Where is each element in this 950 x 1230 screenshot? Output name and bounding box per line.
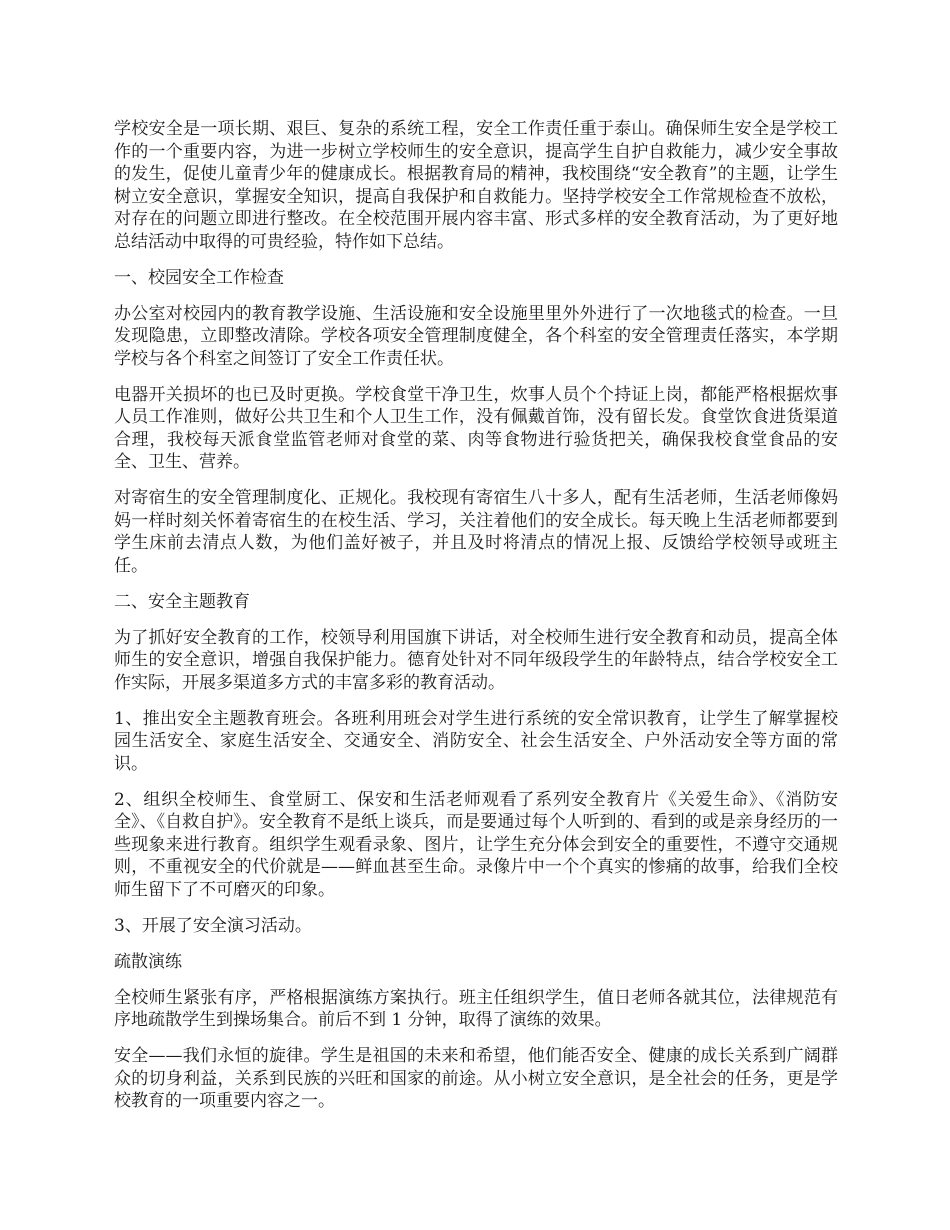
body-paragraph: 全校师生紧张有序，严格根据演练方案执行。班主任组织学生，值日老师各就其位，法律规范有序地疏散学生到操场集合。前后不到 1 分钟，取得了演练的效果。 xyxy=(114,987,838,1030)
intro-paragraph: 学校安全是一项长期、艰巨、复杂的系统工程，安全工作责任重于泰山。确保师生安全是学校工作的一个重要内容，为进一步树立学校师生的安全意识，提高学生自护自救能力，减少安全事故的发生，促使儿童青少年的健康成长。根据教育局的精神，我校围绕“安全教育”的主题，让学生树立安全意识，掌握安全知识，提高自我保护和自救能力。坚持学校安全工作常规检查不放松，对存在的问题立即进行整改。在全校范围开展内容丰富、形式多样的安全教育活动，为了更好地总结活动中取得的可贵经验，特作如下总结。 xyxy=(114,119,838,252)
section-heading-campus-inspection: 一、校园安全工作检查 xyxy=(114,267,284,288)
document-body xyxy=(114,118,838,1126)
body-paragraph: 电器开关损坏的也已及时更换。学校食堂干净卫生，炊事人员个个持证上岗，都能严格根据炊事人员工作准则，做好公共卫生和个人卫生工作，没有佩戴首饰，没有留长发。食堂饮食进货渠道合理，我校每天派食堂监管老师对食堂的菜、肉等食物进行验货把关，确保我校食堂食品的安全、卫生、营养。 xyxy=(114,384,838,472)
subheading-evacuation-drill: 疏散演练 xyxy=(114,951,182,972)
section-heading-safety-education: 二、安全主题教育 xyxy=(114,591,250,612)
body-paragraph: 为了抓好安全教育的工作，校领导利用国旗下讲话，对全校师生进行安全教育和动员，提高全体师生的安全意识，增强自我保护能力。德育处针对不同年级段学生的年龄特点，结合学校安全工作实际，开展多渠道多方式的丰富多彩的教育活动。 xyxy=(114,627,838,693)
body-paragraph: 办公室对校园内的教育教学设施、生活设施和安全设施里里外外进行了一次地毯式的检查。一旦发现隐患，立即整改清除。学校各项安全管理制度健全，各个科室的安全管理责任落实，本学期学校与各个科室之间签订了安全工作责任状。 xyxy=(114,303,838,369)
list-item-paragraph: 2、组织全校师生、食堂厨工、保安和生活老师观看了系列安全教育片《关爱生命》、《消防安全》、《自救自护》。安全教育不是纸上谈兵，而是要通过每个人听到的、看到的或是亲身经历的一些现象来进行教育。组织学生观看录象、图片，让学生充分体会到安全的重要性，不遵守交通规则，不重视安全的代价就是——鲜血甚至生命。录像片中一个个真实的惨痛的故事，给我们全校师生留下了不可磨灭的印象。 xyxy=(114,789,838,900)
body-paragraph: 对寄宿生的安全管理制度化、正规化。我校现有寄宿生八十多人，配有生活老师，生活老师像妈妈一样时刻关怀着寄宿生的在校生活、学习，关注着他们的安全成长。每天晚上生活老师都要到学生床前去清点人数，为他们盖好被子，并且及时将清点的情况上报、反馈给学校领导或班主任。 xyxy=(114,488,838,576)
list-item-paragraph: 1、推出安全主题教育班会。各班利用班会对学生进行系统的安全常识教育，让学生了解掌握校园生活安全、家庭生活安全、交通安全、消防安全、社会生活安全、户外活动安全等方面的常识。 xyxy=(114,708,838,774)
closing-paragraph: 安全——我们永恒的旋律。学生是祖国的未来和希望，他们能否安全、健康的成长关系到广阔群众的切身利益，关系到民族的兴旺和国家的前途。从小树立安全意识，是全社会的任务，更是学校教育的一项重要内容之一。 xyxy=(114,1046,838,1111)
list-item-paragraph: 3、开展了安全演习活动。 xyxy=(114,915,312,936)
